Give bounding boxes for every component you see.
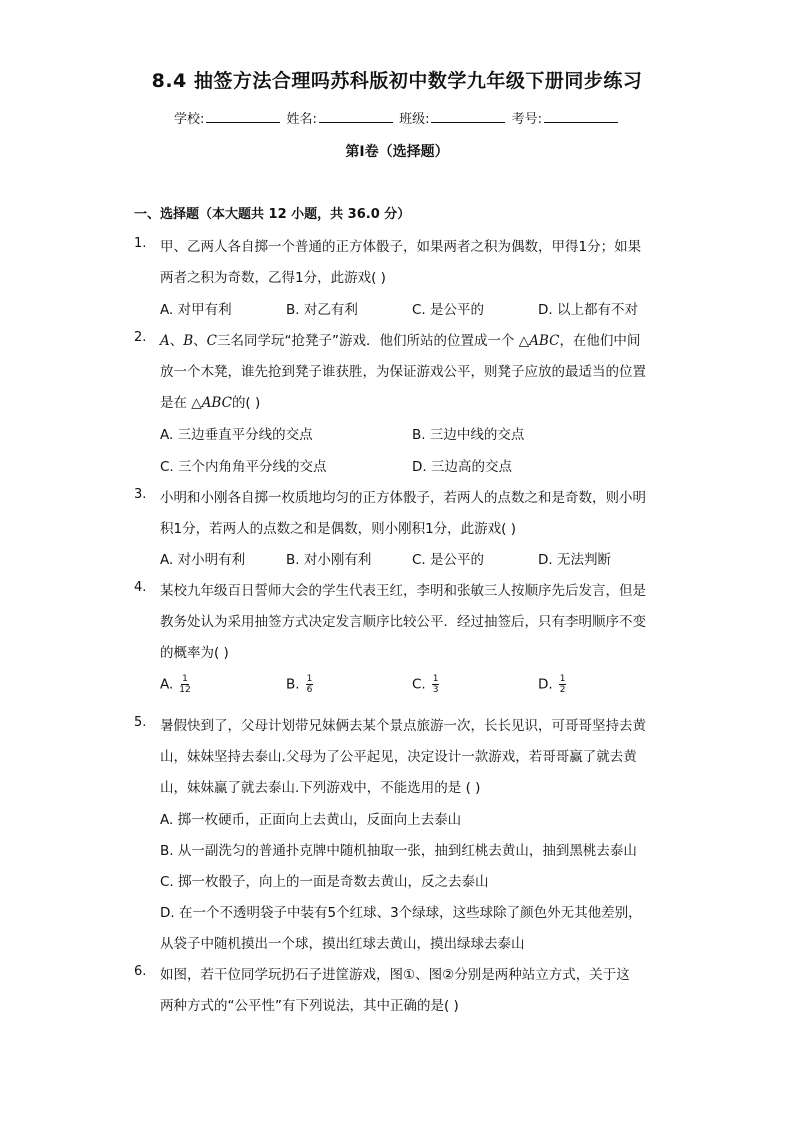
- question-text: 的概率为( ): [160, 645, 229, 661]
- question-text: 山，妹妹赢了就去泰山.下列游戏中，不能选用的是 ( ): [160, 780, 481, 796]
- var-b: B: [183, 333, 194, 349]
- option-a[interactable]: A. 对小明有利: [160, 552, 246, 568]
- fraction: $\frac{1}{3}$: [432, 674, 439, 695]
- option-d[interactable]: D. 三边高的交点: [412, 459, 512, 475]
- section-heading: 一、选择题（本大题共 12 小题，共 36.0 分）: [134, 207, 411, 222]
- question-text: 积1分，若两人的点数之和是偶数，则小刚积1分，此游戏( ): [160, 521, 517, 537]
- question-text: 是在 △ABC的( ): [160, 395, 261, 411]
- question-text: 如图，若干位同学玩扔石子进筐游戏，图①、图②分别是两种站立方式，关于这: [160, 967, 630, 983]
- question-number: 5.: [134, 715, 147, 730]
- fraction: $\frac{1}{12}$: [179, 674, 191, 695]
- question-text: 暑假快到了，父母计划带兄妹俩去某个景点旅游一次，长长见识，可哥哥坚持去黄: [160, 718, 646, 734]
- question-text: 某校九年级百日誓师大会的学生代表王红，李明和张敏三人按顺序先后发言，但是: [160, 583, 646, 599]
- question-text: 放一个木凳，谁先抢到凳子谁获胜，为保证游戏公平，则凳子应放的最适当的位置: [160, 364, 646, 380]
- question-number: 1.: [134, 236, 147, 251]
- option-c[interactable]: C. 是公平的: [412, 302, 485, 318]
- option-b[interactable]: B. 从一副洗匀的普通扑克牌中随机抽取一张，抽到红桃去黄山，抽到黑桃去泰山: [160, 843, 637, 859]
- exam-number-label: 考号:: [511, 112, 542, 127]
- exam-number-blank[interactable]: [544, 110, 618, 123]
- var-c: C: [206, 333, 218, 349]
- option-b[interactable]: B. 三边中线的交点: [412, 427, 525, 443]
- option-d-continued: 从袋子中随机摸出一个球，摸出红球去黄山，摸出绿球去泰山: [160, 936, 525, 952]
- option-c[interactable]: C. 是公平的: [412, 552, 485, 568]
- name-blank[interactable]: [319, 110, 393, 123]
- option-a[interactable]: A. 掷一枚硬币，正面向上去黄山，反面向上去泰山: [160, 812, 462, 828]
- question-number: 2.: [134, 330, 147, 345]
- question-number: 4.: [134, 580, 147, 595]
- question-text: 两者之积为奇数，乙得1分，此游戏( ): [160, 270, 386, 286]
- option-d[interactable]: D. 在一个不透明袋子中装有5个红球、3个绿球，这些球除了颜色外无其他差别，: [160, 905, 642, 921]
- option-a[interactable]: A. 三边垂直平分线的交点: [160, 427, 313, 443]
- question-number: 6.: [134, 964, 147, 979]
- question-text: A、B、C三名同学玩“抢凳子”游戏．他们所站的位置成一个 △ABC，在他们中间: [160, 333, 641, 349]
- option-c[interactable]: C. 掷一枚骰子，向上的一面是奇数去黄山，反之去泰山: [160, 874, 489, 890]
- var-a: A: [160, 333, 170, 349]
- class-blank[interactable]: [431, 110, 505, 123]
- page-title: 8.4 抽签方法合理吗苏科版初中数学九年级下册同步练习: [151, 70, 643, 92]
- option-a[interactable]: A. $\frac{1}{12}$: [160, 674, 191, 695]
- class-label: 班级:: [399, 112, 430, 127]
- option-c[interactable]: C. $\frac{1}{3}$: [412, 674, 439, 695]
- option-c[interactable]: C. 三个内角角平分线的交点: [160, 459, 327, 475]
- volume-heading: 第I卷（选择题）: [345, 144, 449, 160]
- option-d[interactable]: D. 无法判断: [538, 552, 611, 568]
- fraction: $\frac{1}{2}$: [559, 674, 566, 695]
- question-text: 两种方式的“公平性”有下列说法，其中正确的是( ): [160, 998, 459, 1014]
- question-text: 教务处认为采用抽签方式决定发言顺序比较公平．经过抽签后，只有李明顺序不变: [160, 614, 646, 630]
- school-label: 学校:: [174, 112, 205, 127]
- school-blank[interactable]: [206, 110, 280, 123]
- question-text: 山，妹妹坚持去泰山.父母为了公平起见，决定设计一款游戏，若哥哥赢了就去黄: [160, 749, 637, 765]
- question-text: 小明和小刚各自掷一枚质地均匀的正方体骰子，若两人的点数之和是奇数，则小明: [160, 490, 646, 506]
- student-info-row: [0, 108, 794, 127]
- option-b[interactable]: B. 对小刚有利: [286, 552, 372, 568]
- option-b[interactable]: B. 对乙有利: [286, 302, 358, 318]
- question-text: 甲、乙两人各自掷一个普通的正方体骰子，如果两者之积为偶数，甲得1分；如果: [160, 239, 642, 255]
- question-number: 3.: [134, 487, 147, 502]
- triangle-abc: ABC: [201, 395, 232, 411]
- name-label: 姓名:: [286, 112, 317, 127]
- option-d[interactable]: D. 以上都有不对: [538, 302, 638, 318]
- option-b[interactable]: B. $\frac{1}{6}$: [286, 674, 313, 695]
- option-a[interactable]: A. 对甲有利: [160, 302, 232, 318]
- option-d[interactable]: D. $\frac{1}{2}$: [538, 674, 566, 695]
- triangle-abc: ABC: [529, 333, 560, 349]
- fraction: $\frac{1}{6}$: [306, 674, 313, 695]
